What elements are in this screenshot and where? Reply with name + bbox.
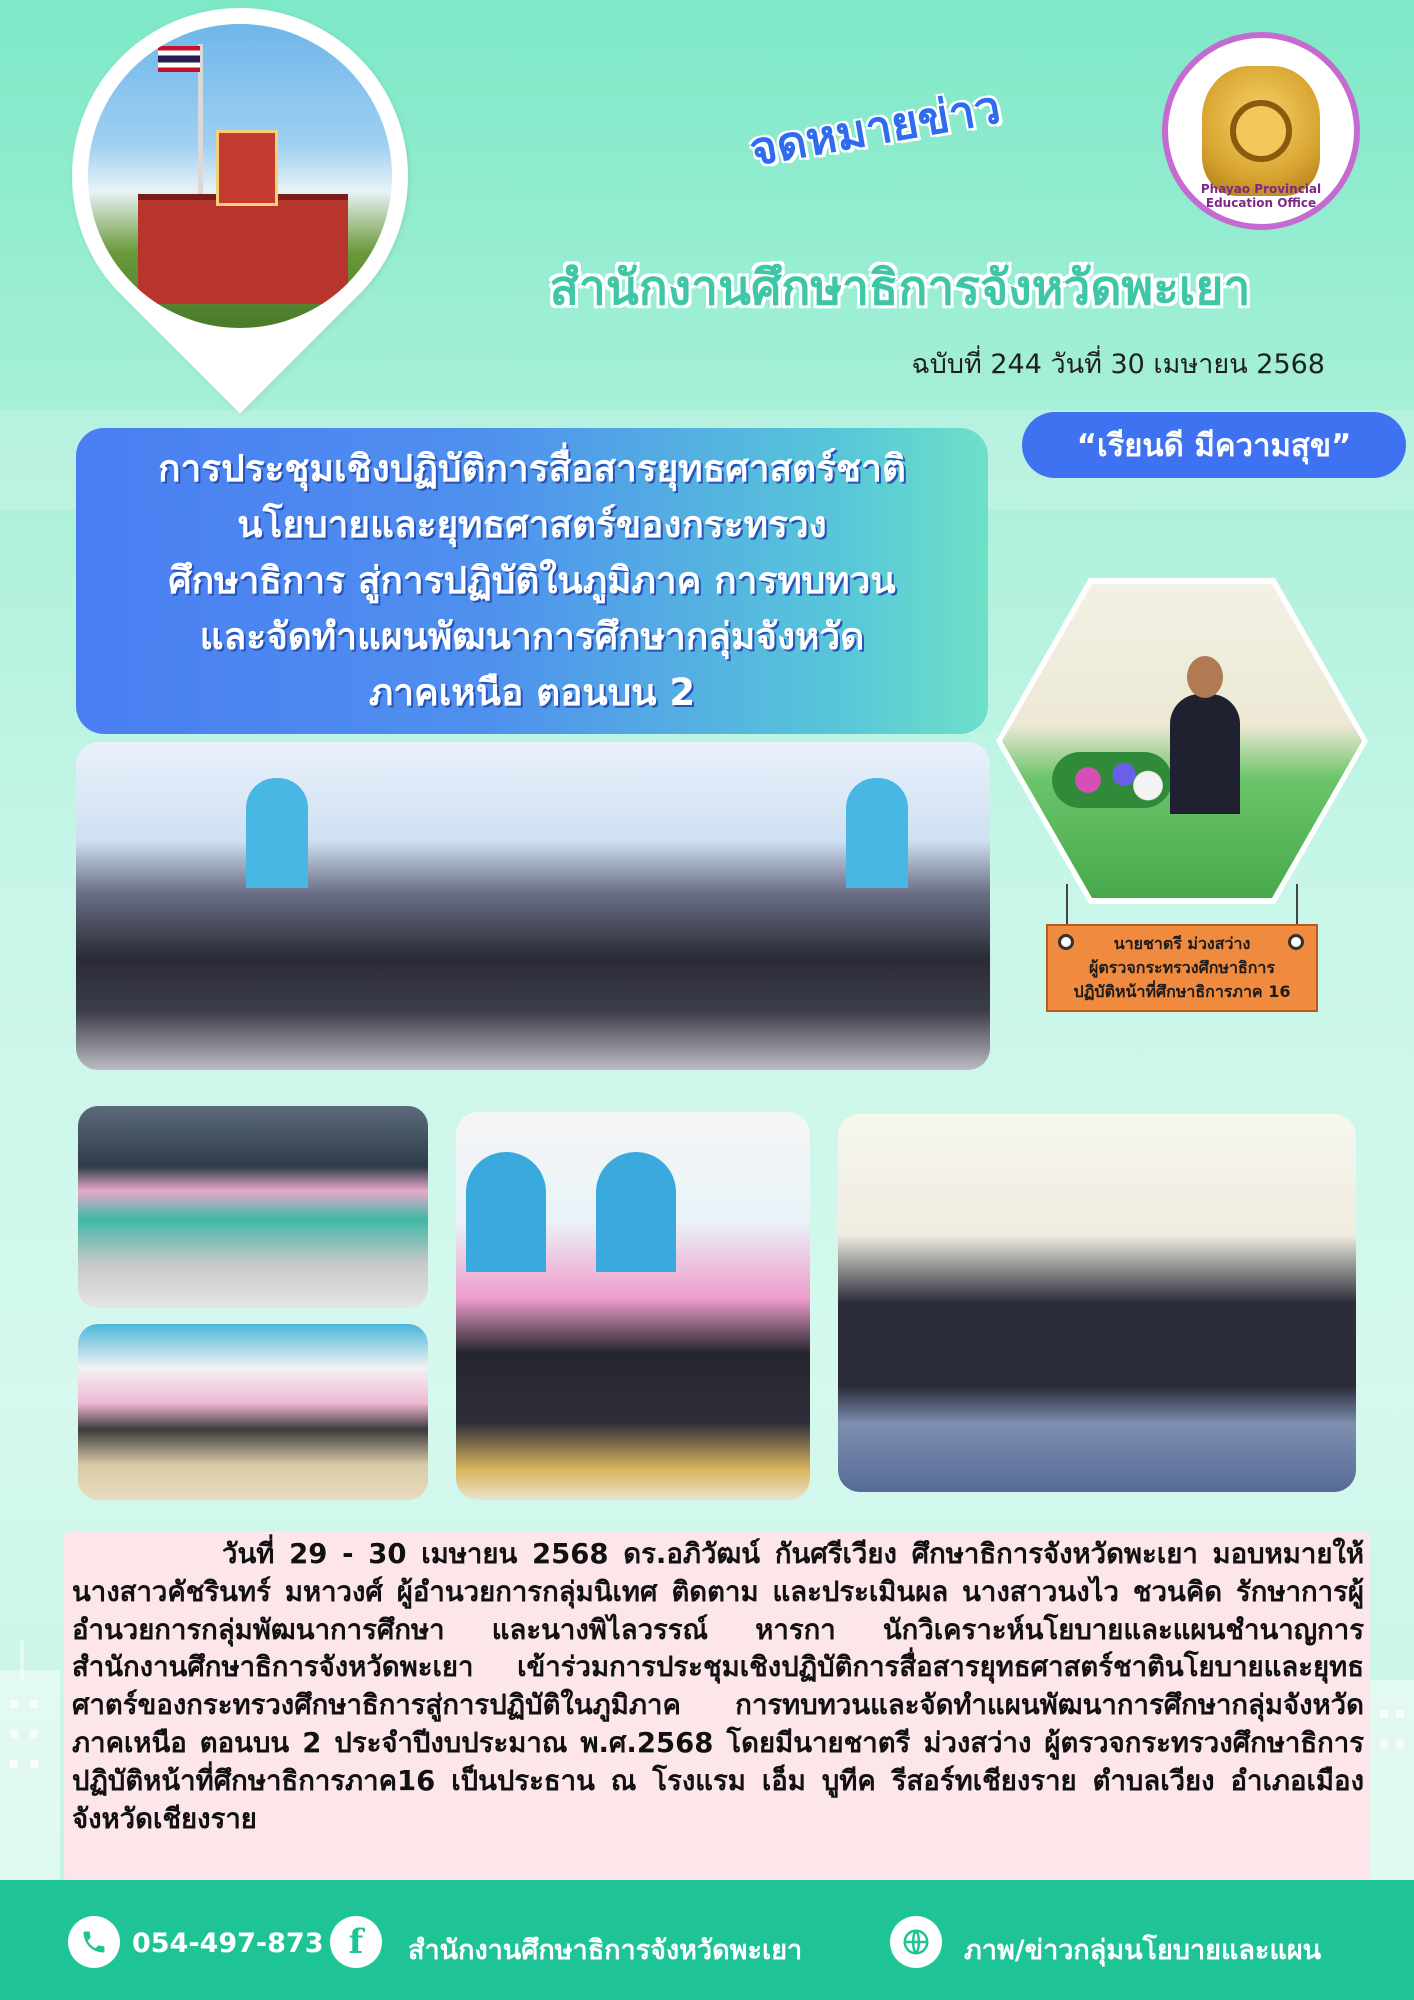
caption-line: ผู้ตรวจกระทรวงศึกษาธิการ xyxy=(1089,958,1275,977)
footer-phone[interactable]: 054-497-873 xyxy=(132,1928,324,1959)
workshop-photo-1 xyxy=(78,1106,428,1308)
headline-box xyxy=(76,428,988,734)
group-photo-wide xyxy=(838,1114,1356,1492)
speaker-caption xyxy=(1046,924,1318,1012)
workshop-photo-2 xyxy=(78,1324,428,1500)
caption-string xyxy=(1066,884,1068,924)
office-logo xyxy=(1162,32,1360,230)
logo-text: Phayao Provincial Education Office xyxy=(1200,182,1322,210)
news-body-paragraph: วันที่ 29 - 30 เมษายน 2568 ดร.อภิวัฒน์ กันศรีเวียง ศึกษาธิการจังหวัดพะเยา มอบหมายให้นางสาวคัชรินทร์ มหาวงศ์ ผู้อำนวยการกลุ่มนิเทศ ติดตาม และประเมินผล นางสาวนงไว ชวนคิด รักษาการผู้อำนวยการกลุ่มพัฒนาการศึกษา และนางพิไลวรรณ์ หารกา นักวิเคราะห์นโยบายและแผนชำนาญการ สำนักงานศึกษาธิการจังหวัดพะเยา เข้าร่วมการประชุมเชิงปฏิบัติการสื่อสารยุทธศาสตร์ชาตินโยบายและยุทธศาตร์ของกระทรวงศึกษาธิการสู่การปฏิบัติในภูมิภาค การทบทวนและจัดทำแผนพัฒนาการศึกษากลุ่มจังหวัดภาคเหนือ ตอนบน 2 ประจำปีงบประมาณ พ.ศ.2568 โดยมีนายชาตรี ม่วงสว่าง ผู้ตรวจกระทรวงศึกษาธิการ ปฏิบัติหน้าที่ศึกษาธิการภาค16 เป็นประธาน ณ โรงแรม เอ็ม บูทีค รีสอร์ทเชียงราย ตำบลเวียง อำเภอเมือง จังหวัดเชียงราย xyxy=(72,1538,1364,1835)
caption-line: ปฏิบัติหน้าที่ศึกษาธิการภาค 16 xyxy=(1073,982,1291,1001)
group-photo-small xyxy=(456,1112,810,1500)
caption-ring-icon xyxy=(1058,934,1074,950)
flower-arrangement-icon xyxy=(1052,752,1172,808)
group-photo-main xyxy=(76,742,990,1070)
headline-line: นโยบายและยุทธศาสตร์ของกระทรวง xyxy=(237,503,827,546)
issue-line: ฉบับที่ 244 วันที่ 30 เมษายน 2568 xyxy=(911,349,1325,380)
office-building-photo xyxy=(88,24,392,328)
thai-flag-icon xyxy=(158,46,200,72)
speaker-photo xyxy=(1002,584,1362,898)
speaker-figure xyxy=(1170,694,1240,814)
facebook-icon: f xyxy=(330,1916,382,1968)
globe-icon xyxy=(890,1916,942,1968)
footer-facebook-page[interactable]: สำนักงานศึกษาธิการจังหวัดพะเยา xyxy=(408,1935,803,1966)
caption-line: นายชาตรี ม่วงสว่าง xyxy=(1113,934,1251,953)
caption-string xyxy=(1296,884,1298,924)
headline-line: และจัดทำแผนพัฒนาการศึกษากลุ่มจังหวัด xyxy=(199,615,865,658)
headline-line: ภาคเหนือ ตอนบน 2 xyxy=(368,671,696,714)
slogan-badge: “เรียนดี มีความสุข” xyxy=(1022,412,1406,478)
caption-ring-icon xyxy=(1288,934,1304,950)
headline-line: ศึกษาธิการ สู่การปฏิบัติในภูมิภาค การทบทวน xyxy=(168,559,896,602)
phone-icon xyxy=(68,1916,120,1968)
footer-credit: ภาพ/ข่าวกลุ่มนโยบายและแผน xyxy=(964,1935,1322,1966)
headline-line: การประชุมเชิงปฏิบัติการสื่อสารยุทธศาสตร์ชาติ xyxy=(158,447,906,490)
office-title: สำนักงานศึกษาธิการจังหวัดพะเยา xyxy=(549,260,1251,316)
dharma-wheel-icon xyxy=(1230,100,1292,162)
newsletter-label: จดหมายข่าว xyxy=(745,79,1005,177)
seal-emblem-icon xyxy=(1202,66,1320,196)
